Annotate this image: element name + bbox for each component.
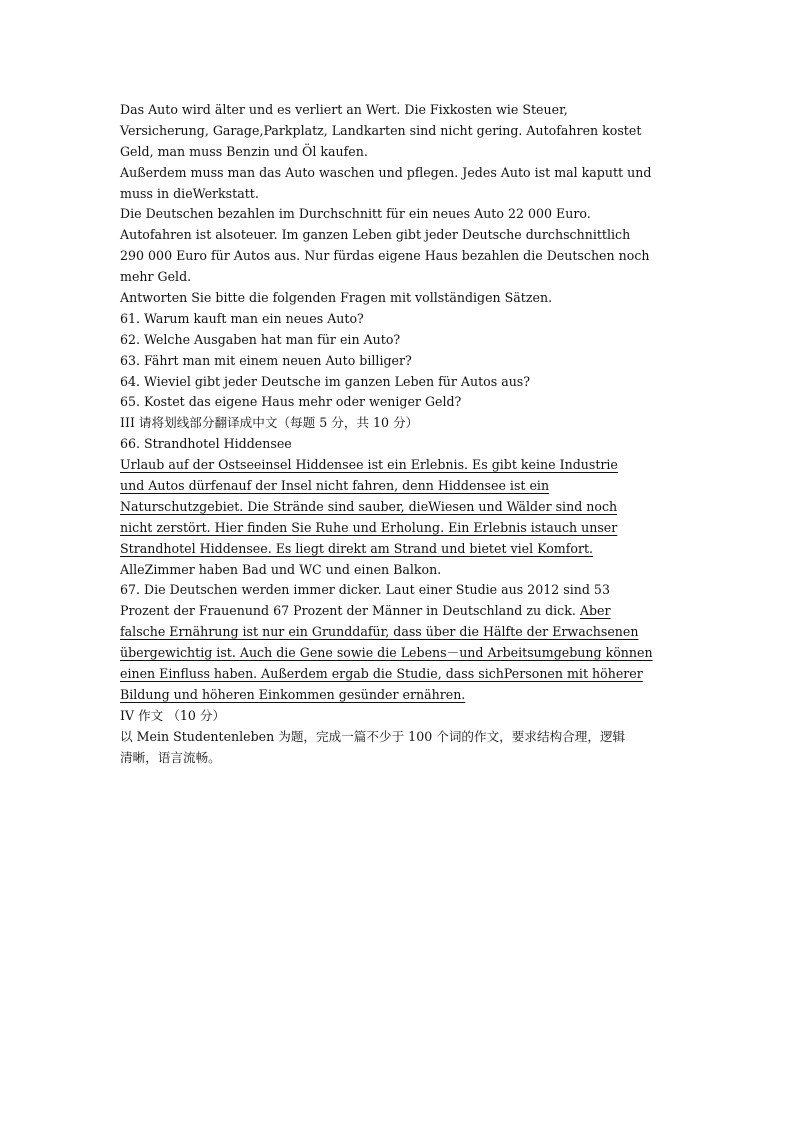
question-list xyxy=(120,288,680,413)
passage-line: mehr Geld. xyxy=(120,269,192,285)
passage-line: muss in dieWerkstatt. xyxy=(120,185,259,201)
passage-line: Die Deutschen bezahlen im Durchschnitt für ein neues Auto 22 000 Euro. xyxy=(120,206,591,222)
question-item: 64. Wieviel gibt jeder Deutsche im ganzen Leben für Autos aus? xyxy=(120,373,531,389)
question-item: 61. Warum kauft man ein neues Auto? xyxy=(120,310,364,326)
underlined-text: nicht zerstört. Hier finden Sie Ruhe und Erholung. Ein Erlebnis istauch unser xyxy=(120,519,618,535)
underlined-text: übergewichtig ist. Auch die Gene sowie die Lebens－und Arbeitsumgebung können xyxy=(120,645,653,661)
question-item: 62. Welche Ausgaben hat man für ein Auto? xyxy=(120,331,401,347)
underlined-line xyxy=(120,539,680,560)
question-66-title: 66. Strandhotel Hiddensee xyxy=(120,436,292,452)
composition-instruction: 清晰，语言流畅。 xyxy=(120,749,221,765)
document-page xyxy=(120,100,680,769)
underlined-text: Urlaub auf der Ostseeinsel Hiddensee ist ein Erlebnis. Es gibt keine Industrie xyxy=(120,457,618,473)
question-67-line xyxy=(120,601,680,622)
plain-text: Prozent der Frauenund 67 Prozent der Männer in Deutschland zu dick. xyxy=(120,603,580,619)
plain-line: AlleZimmer haben Bad und WC und einen Balkon. xyxy=(120,561,442,577)
composition-instruction: 以 Mein Studentenleben 为题，完成一篇不少于 100 个词的作文，要求结构合理，逻辑 xyxy=(120,728,626,744)
underlined-line xyxy=(120,664,680,685)
underlined-line xyxy=(120,518,680,539)
underlined-line xyxy=(120,643,680,664)
underlined-text: Strandhotel Hiddensee. Es liegt direkt am Strand und bietet viel Komfort. xyxy=(120,540,594,556)
passage-line: Geld, man muss Benzin und Öl kaufen. xyxy=(120,143,368,159)
section-heading: III 请将划线部分翻译成中文（每题 5 分，共 10 分） xyxy=(120,415,419,431)
passage-line: Autofahren ist alsoteuer. Im ganzen Leben gibt jeder Deutsche durchschnittlich xyxy=(120,227,631,243)
question-item: 65. Kostet das eigene Haus mehr oder weniger Geld? xyxy=(120,394,462,410)
underlined-text: und Autos dürfenauf der Insel nicht fahren, denn Hiddensee ist ein xyxy=(120,478,550,494)
underlined-text: Bildung und höheren Einkommen gesünder ernähren. xyxy=(120,686,466,702)
question-item: 63. Fährt man mit einem neuen Auto billiger? xyxy=(120,352,412,368)
question-67-line: 67. Die Deutschen werden immer dicker. Laut einer Studie aus 2012 sind 53 xyxy=(120,582,610,598)
passage-line: 290 000 Euro für Autos aus. Nur fürdas eigene Haus bezahlen die Deutschen noch xyxy=(120,248,650,264)
question-instruction: Antworten Sie bitte die folgenden Fragen mit vollständigen Sätzen. xyxy=(120,290,553,306)
composition-section xyxy=(120,706,680,769)
passage-line: Versicherung, Garage,Parkplatz, Landkarten sind nicht gering. Autofahren kostet xyxy=(120,122,642,138)
underlined-text: Naturschutzgebiet. Die Strände sind sauber, dieWiesen und Wälder sind noch xyxy=(120,498,618,514)
underlined-line xyxy=(120,685,680,706)
underlined-text: Aber xyxy=(579,603,611,619)
underlined-line xyxy=(120,476,680,497)
reading-passage xyxy=(120,100,680,288)
passage-line: Außerdem muss man das Auto waschen und pflegen. Jedes Auto ist mal kaputt und xyxy=(120,164,652,180)
passage-line: Das Auto wird älter und es verliert an Wert. Die Fixkosten wie Steuer, xyxy=(120,102,568,117)
underlined-line xyxy=(120,622,680,643)
underlined-text: falsche Ernährung ist nur ein Grunddafür, dass über die Hälfte der Erwachsenen xyxy=(120,624,639,640)
underlined-line xyxy=(120,497,680,518)
underlined-text: einen Einfluss haben. Außerdem ergab die Studie, dass sichPersonen mit höherer xyxy=(120,666,643,682)
underlined-line xyxy=(120,455,680,476)
translation-section xyxy=(120,413,680,705)
section-heading: IV 作文 （10 分） xyxy=(120,707,226,723)
